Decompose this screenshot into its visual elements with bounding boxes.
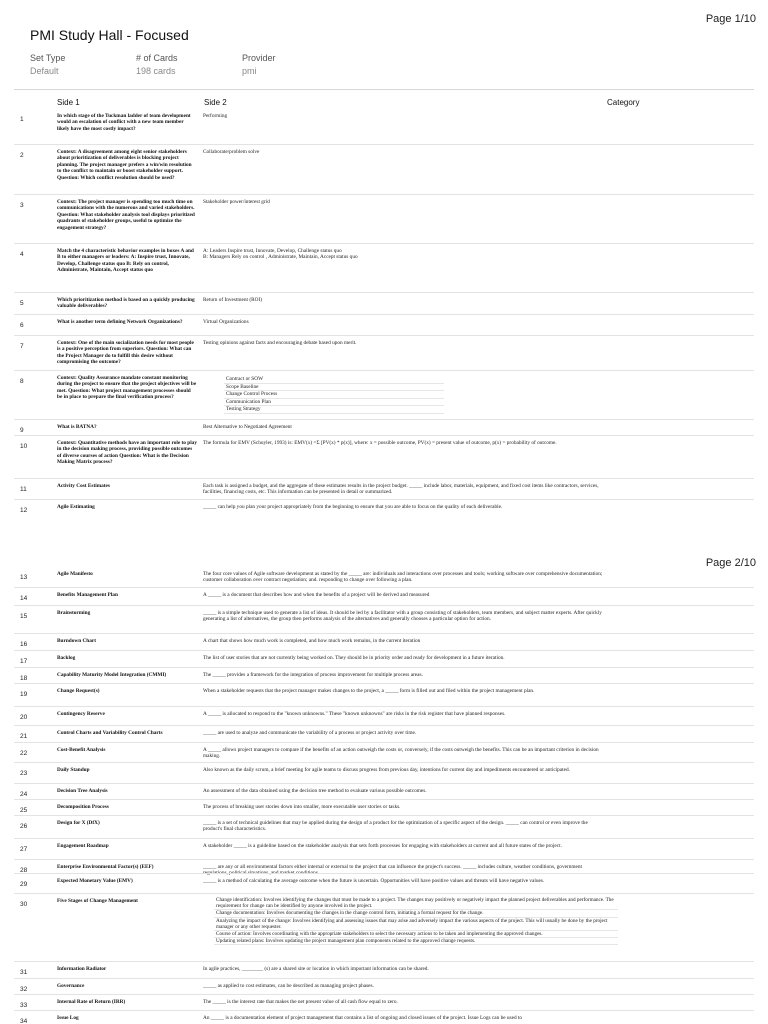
row-number: 2 <box>20 152 24 159</box>
side1-text: Burndown Chart <box>57 638 96 644</box>
table-row <box>14 961 754 976</box>
row-number: 26 <box>20 823 28 830</box>
row-number: 14 <box>20 595 28 602</box>
table-row <box>14 873 754 888</box>
column-header-side2: Side 2 <box>204 98 227 107</box>
row-number: 21 <box>20 733 28 740</box>
side2-text: In agile practices, ________ (s) are a shared site or location in which important information can be shared. <box>203 966 429 972</box>
side1-text: Contingency Reserve <box>57 711 105 717</box>
set-type-value: Default <box>30 66 59 76</box>
page-number: Page 1/10 <box>705 13 756 25</box>
side2-stack-item: Change documentation: Involves documenting the changes in the change control form, initiating a formal request for the change. <box>214 910 618 917</box>
side1-text: Information Radiator <box>57 966 107 972</box>
row-number: 29 <box>20 881 28 888</box>
side2-text: A: Leaders Inspire trust, Innovate, Develop, Challenge status quo B: Managers Rely on control , Administrate, Maintain, Accept status quo <box>203 248 358 261</box>
side2-text: _____ as applied to cost estimates, can be described as managing project phases. <box>203 983 374 989</box>
side1-text: Internal Rate of Return (IRR) <box>57 999 126 1005</box>
side2-list-item: Change Control Process <box>224 391 444 399</box>
side2-list-item: Communication Plan <box>224 399 444 407</box>
side2-text: _____ can help you plan your project appropriately from the beginning to ensure that you are able to focus on the quality of each deliverable. <box>203 504 503 510</box>
table-row <box>14 314 754 329</box>
table-row <box>14 633 754 648</box>
header-divider <box>14 89 754 90</box>
side1-text: Backlog <box>57 655 76 661</box>
row-number: 7 <box>20 343 24 350</box>
side1-text: Context: Quality Assurance mandate constant monitoring during the project to ensure that the project objectives will be met. Question: What project management processes should be in place to prepare the final verification process? <box>57 375 197 401</box>
side2-stack-item: Updating related plans: Involves updating the project management plan components related to the approved change requests. <box>214 938 618 945</box>
side1-text: Which prioritization method is based on a quickly producing valuable deliverables? <box>57 297 195 310</box>
table-row <box>14 1010 754 1024</box>
row-number: 13 <box>20 574 28 581</box>
side2-list-item: Contract or SOW <box>224 376 444 384</box>
side2-text: Best Alternative to Negotiated Agreement <box>203 424 292 430</box>
side1-text: Context: Quantitative methods have an important role to play in the decision making process, providing possible outcomes of diverse courses of action Question: What is the Decision Making Matrix process? <box>57 440 197 466</box>
row-number: 34 <box>20 1018 28 1024</box>
table-row <box>14 799 754 814</box>
table-row <box>14 292 754 310</box>
row-number: 30 <box>20 901 28 908</box>
row-number: 27 <box>20 846 28 853</box>
row-number: 32 <box>20 986 28 993</box>
side1-text: Governance <box>57 983 85 989</box>
table-row <box>14 335 754 366</box>
side2-text: _____ are used to analyze and communicate the variability of a process or project activity over time. <box>203 730 417 736</box>
side2-text: A chart that shows how much work is completed, and how much work remains, in the current iteration <box>203 638 421 644</box>
table-row <box>14 783 754 798</box>
side1-text: Activity Cost Estimates <box>57 483 110 489</box>
table-row <box>14 478 754 496</box>
row-number: 15 <box>20 613 28 620</box>
table-row <box>14 706 754 721</box>
table-row <box>14 194 754 231</box>
column-header-category: Category <box>607 98 640 107</box>
row-number: 31 <box>20 969 28 976</box>
table-row <box>14 144 754 181</box>
table-row <box>14 499 754 514</box>
side2-text: A _____ is allocated to respond to the "known unknowns." These "known unknowns" are risks in the risk register that have planned responses. <box>203 711 506 717</box>
row-number: 11 <box>20 486 27 493</box>
side1-text: Daily Standup <box>57 767 90 773</box>
side1-text: Engagement Roadmap <box>57 843 109 849</box>
row-number: 5 <box>20 300 24 307</box>
provider-label: Provider <box>242 53 276 63</box>
row-number: 17 <box>20 658 28 665</box>
page-number: Page 2/10 <box>705 557 756 569</box>
side1-text: Context: One of the main socialization needs for most people is a positive perception from superiors. Question: What can the Project Manager do to fulfill this desire without compromising the outcome? <box>57 340 194 366</box>
row-number: 20 <box>20 714 28 721</box>
side2-text: A _____ allows project managers to compare if the benefits of an action outweigh the costs or, conversely, if the costs outweigh the benefits. This can be an important criterion in decision making. <box>203 747 599 760</box>
side2-text: Performing <box>203 113 228 119</box>
column-header-side1: Side 1 <box>57 98 80 107</box>
side2-text: Each task is assigned a budget, and the aggregate of these estimates results in the project budget. _____ include labor, materials, equipment, and fixed cost items like contractors, services, facilities, financing costs, etc. This information can be presented in detail or summarized. <box>203 483 599 496</box>
side2-stack-item: Change identification: Involves identifying the changes that must be made to a project. The changes may positively or negatively impact the planned project deliverables and performance. The requirement for change can be identified by anyone involved in the project. <box>214 897 618 910</box>
side2-stack-item: Course of action: Involves coordinating with the appropriate stakeholders to select the necessary actions to be taken and implementing the approved changes. <box>214 931 618 938</box>
side1-text: Match the 4 characteristic behavior examples in boxes A and B to either managers or leaders: A: Inspire trust, Innovate, Develop, Challenge status quo B: Rely on control, Administrate, Maintain, Accept status quo <box>57 248 194 274</box>
side2-text: The process of breaking user stories down into smaller, more executable user stories or tasks. <box>203 804 401 810</box>
table-row <box>14 587 754 602</box>
row-number: 25 <box>20 807 28 814</box>
side1-text: Five Stages of Change Management <box>57 898 138 904</box>
table-row <box>14 605 754 623</box>
side1-text: Cost-Benefit Analysis <box>57 747 106 753</box>
row-number: 9 <box>20 427 24 434</box>
side2-text: A stakeholder _____ is a guideline based on the stakeholder analysis that sets forth processes for engaging with stakeholders at current and all future states of the project. <box>203 843 562 849</box>
side2-text: A _____ is a document that describes how and when the benefits of a project will be derived and measured <box>203 592 430 598</box>
side1-text: Issue Log <box>57 1015 79 1021</box>
set-type-label: Set Type <box>30 53 66 63</box>
row-number: 22 <box>20 750 28 757</box>
side1-text: Brainstorming <box>57 610 91 616</box>
side2-text: Virtual Organizations <box>203 319 249 325</box>
provider-meta <box>242 52 276 78</box>
card-count-meta <box>136 52 178 78</box>
page-title: PMI Study Hall - Focused <box>30 27 189 43</box>
side2-text: _____ is a set of technical guidelines that may be applied during the design of a product for the optimization of a specific aspect of the design. _____ can control or even improve the product's final characteristics. <box>203 820 588 833</box>
row-number: 1 <box>20 116 24 123</box>
side1-text: Context: The project manager is spending too much time on communications with the numerous and varied stakeholders. Question: What stakeholder analysis tool displays prioritized quadrants of stakeholder groups, useful to optimize the engagement strategy? <box>57 199 195 231</box>
side2-text: Testing opinions against facts and encouraging debate based upon merit. <box>203 340 357 346</box>
row-number: 28 <box>20 867 28 874</box>
side2-text: Return of Investment (ROI) <box>203 297 262 303</box>
table-row <box>14 742 754 760</box>
side2-list <box>224 376 444 414</box>
row-number: 8 <box>20 378 24 385</box>
row-number: 16 <box>20 641 28 648</box>
table-row <box>14 435 754 466</box>
side2-text: Collaborate/problem solve <box>203 149 260 155</box>
side2-text: An _____ is a documentation element of project management that contains a list of ongoing and closed issues of the project. Issue Logs can be used to <box>203 1015 523 1021</box>
row-number: 12 <box>20 507 28 514</box>
side2-text: _____ are any or all environmental factors either internal or external to the project that can influence the project's success. _____ includes culture, weather conditions, government regulations, political situations ,and market conditions. <box>203 864 582 877</box>
table-row <box>14 650 754 665</box>
side1-text: What is BATNA? <box>57 424 97 430</box>
side1-text: Design for X (DfX) <box>57 820 100 826</box>
row-number: 4 <box>20 251 24 258</box>
table-row <box>14 815 754 833</box>
row-number: 23 <box>20 770 28 777</box>
table-row <box>14 893 754 945</box>
set-type-meta <box>30 52 65 78</box>
side2-text: The _____ is the interest rate that makes the net present value of all cash flow equal to zero. <box>203 999 398 1005</box>
side2-list-item: Scope Baseline <box>224 384 444 392</box>
side1-text: Agile Manifesto <box>57 571 93 577</box>
table-row <box>14 683 754 698</box>
table-row <box>14 243 754 274</box>
table-row <box>14 667 754 682</box>
table-row <box>14 419 754 434</box>
side1-text: In which stage of the Tuckman ladder of team development would an escalation of conflict with a new team member likely have the most costly impact? <box>57 113 191 132</box>
table-row <box>14 370 754 413</box>
side2-text: When a stakeholder requests that the project manager makes changes to the project, a _____ form is filled out and filed within the project management plan. <box>203 688 535 694</box>
row-number: 3 <box>20 202 24 209</box>
table-row <box>14 762 754 777</box>
side1-text: Decision Tree Analysis <box>57 788 108 794</box>
side2-text: _____ is a simple technique used to generate a list of ideas. It should be led by a facilitator with a group consisting of stakeholders, team members, and subject matter experts. After quickly generating a list of alternatives, the group then performs analysis of the alternatives and generally chooses a particular option for action. <box>203 610 602 623</box>
table-row <box>14 725 754 740</box>
row-number: 19 <box>20 691 28 698</box>
table-row <box>14 859 754 877</box>
side2-text: An assessment of the data obtained using the decision tree method to evaluate various possible outcomes. <box>203 788 427 794</box>
side2-stack <box>214 897 618 945</box>
row-number: 33 <box>20 1002 28 1009</box>
side1-text: Agile Estimating <box>57 504 95 510</box>
side2-list-item: Testing Strategy <box>224 406 444 414</box>
side2-text: The four core values of Agile software development as stated by the _____ are: individuals and interactions over processes and tools; working software over comprehensive documentation; customer collaboration over contract negotiation; and. responding to change over following a plan. <box>203 571 603 584</box>
card-count-value: 198 cards <box>136 66 176 76</box>
row-number: 24 <box>20 791 28 798</box>
side1-text: Context: A disagreement among eight senior stakeholders about prioritization of deliverables is blocking project planning. The project manager prefers a win/win resolution to the conflict to maintain or boost stakeholder support. Question: Which conflict resolution should be used? <box>57 149 192 181</box>
side1-text: Change Request(s) <box>57 688 100 694</box>
side1-text: What is another term defining Network Organizations? <box>57 319 183 325</box>
row-number: 10 <box>20 443 28 450</box>
card-count-label: # of Cards <box>136 53 178 63</box>
side2-text: The list of user stories that are not currently being worked on. They should be in priority order and ready for development in a future iteration. <box>203 655 505 661</box>
side2-text: Stakeholder power/interest grid <box>203 199 270 205</box>
side2-stack-item: Analyzing the impact of the change: Involves identifying and assessing issues that may arise and adversely impact the various aspects of the project. This will usually be done by the project manager or any other requester. <box>214 918 618 931</box>
table-row <box>14 978 754 993</box>
side1-text: Control Charts and Variability Control Charts <box>57 730 163 736</box>
side1-text: Enterprise Environmental Factor(s) (EEF) <box>57 864 154 870</box>
side2-text: Also known as the daily scrum, a brief meeting for agile teams to discuss progress from previous day, intentions for current day and impediments encountered or anticipated. <box>203 767 570 773</box>
table-row <box>14 994 754 1009</box>
side1-text: Benefits Management Plan <box>57 592 118 598</box>
side2-text: The formula for EMV (Schuyler, 1993) is: EMV(x) =Σ [PV(x) * p(x)], where: x = possible outcome, PV(x) = present value of outcome, p(x) = probability of outcome. <box>203 440 557 446</box>
row-number: 18 <box>20 675 28 682</box>
side1-text: Expected Monetary Value (EMV) <box>57 878 133 884</box>
side2-text: _____ is a method of calculating the average outcome when the future is uncertain. Opportunities will have positive values and threats will have negative values. <box>203 878 545 884</box>
row-number: 6 <box>20 322 24 329</box>
provider-value: pmi <box>242 66 257 76</box>
side1-text: Decomposition Process <box>57 804 109 810</box>
side2-text: The _____ provides a framework for the integration of process improvement for multiple process areas. <box>203 672 423 678</box>
table-row <box>14 838 754 853</box>
side1-text: Capability Maturity Model Integration (CMMI) <box>57 672 167 678</box>
